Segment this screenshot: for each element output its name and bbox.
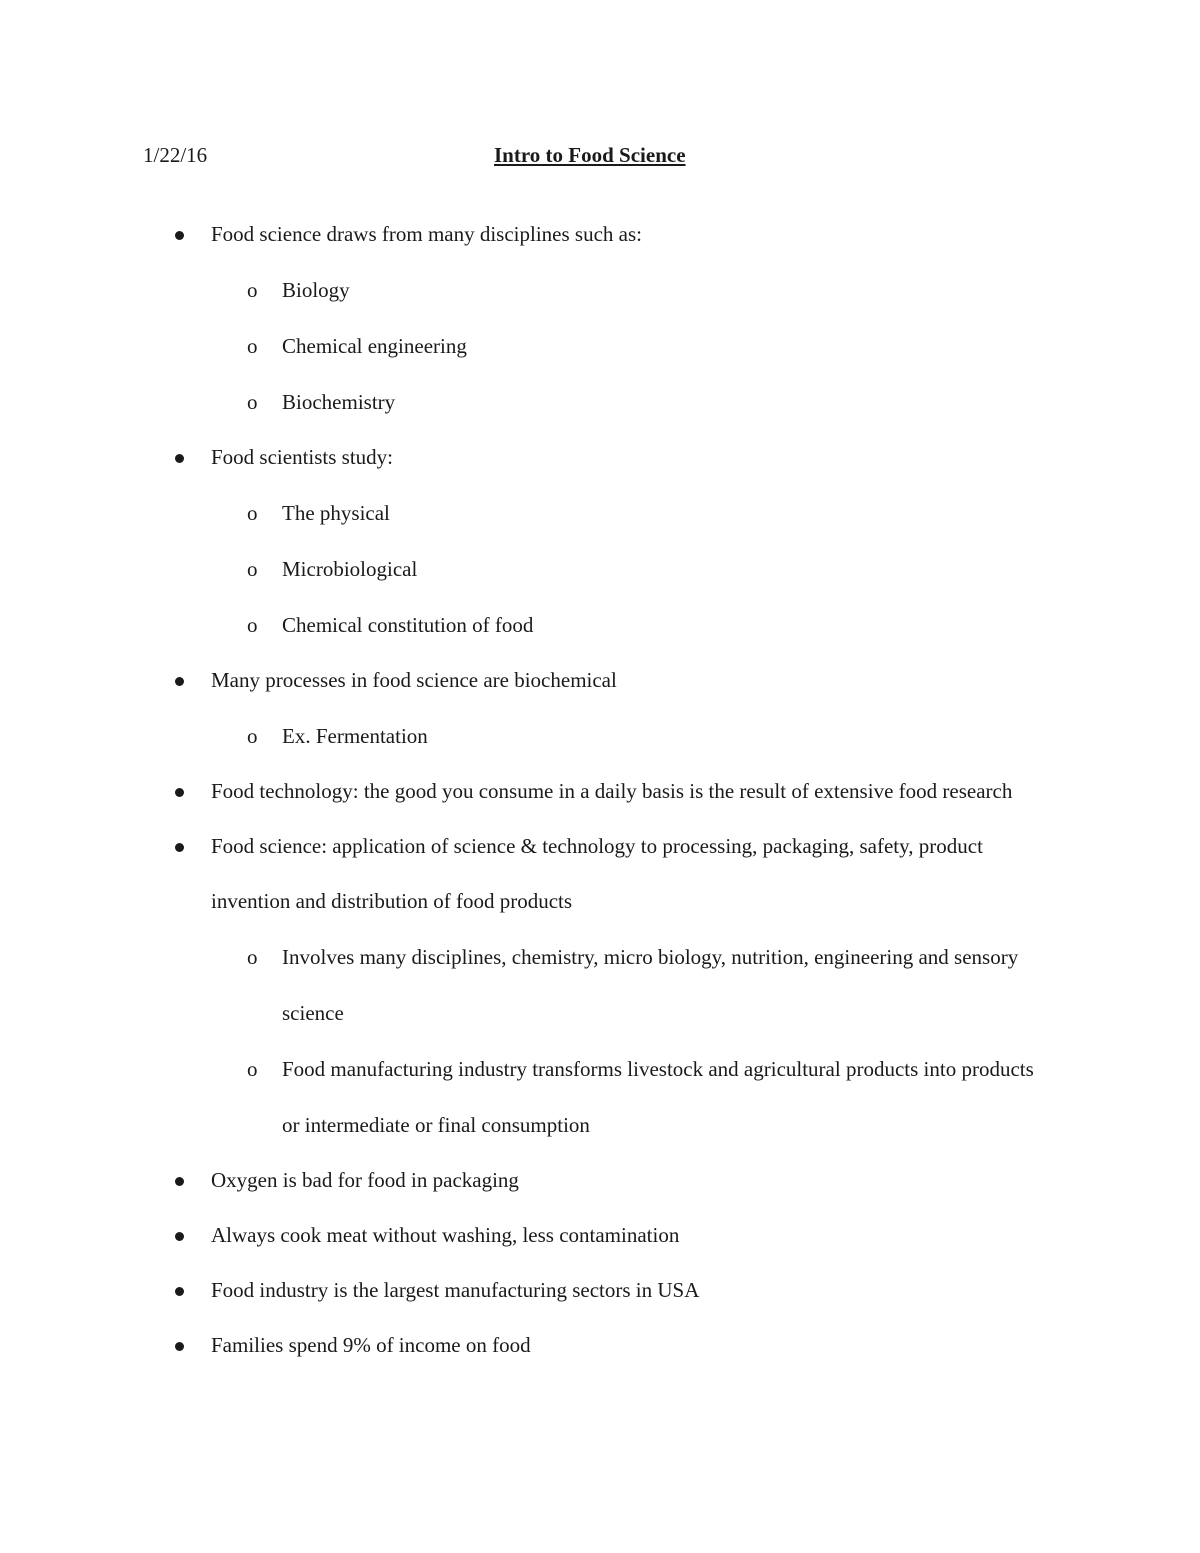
bullet-text: Food science: application of science & technology to processing, packaging, safety, product invention and distribution of food products xyxy=(211,834,983,913)
bullet-text: Many processes in food science are biochemical xyxy=(211,668,617,692)
sub-list-item xyxy=(211,708,1042,764)
sub-list-item xyxy=(211,374,1042,430)
page-title: Intro to Food Science xyxy=(494,143,686,167)
sub-bullet-text: o Microbiological xyxy=(282,557,418,581)
list-item xyxy=(0,1318,1041,1373)
sub-list-item xyxy=(211,929,1042,1041)
bullet-text: Families spend 9% of income on food xyxy=(211,1333,531,1357)
sub-bullet-text: o Involves many disciplines, chemistry, micro biology, nutrition, engineering and sensory science xyxy=(282,945,1019,1025)
sub-list xyxy=(211,262,1041,430)
list-item xyxy=(0,207,1041,430)
sub-list-item xyxy=(211,485,1042,541)
sub-bullet-text: o Food manufacturing industry transforms livestock and agricultural products into products or intermediate or final consumption xyxy=(282,1057,1034,1137)
sub-bullet-text: o Chemical engineering xyxy=(282,334,467,358)
sub-list xyxy=(211,708,1041,764)
list-item xyxy=(0,1263,1041,1318)
notes-content xyxy=(0,207,1200,1373)
bullet-text: Food industry is the largest manufacturing sectors in USA xyxy=(211,1278,700,1302)
list-item xyxy=(0,1153,1041,1208)
sub-list xyxy=(211,929,1041,1153)
sub-bullet-text: o Chemical constitution of food xyxy=(282,613,534,637)
list-item xyxy=(0,819,1041,1153)
sub-list xyxy=(211,485,1041,653)
bullet-text: Food scientists study: xyxy=(211,445,394,469)
bullet-text: Always cook meat without washing, less contamination xyxy=(211,1223,680,1247)
list-item xyxy=(0,653,1041,764)
note-date: 1/22/16 xyxy=(143,143,208,167)
sub-bullet-text: o Biology xyxy=(282,278,350,302)
sub-list-item xyxy=(211,597,1042,653)
sub-bullet-text: o Biochemistry xyxy=(282,390,396,414)
list-item xyxy=(0,430,1041,653)
sub-bullet-text: o The physical xyxy=(282,501,390,525)
bullet-text: Food science draws from many disciplines such as: xyxy=(211,222,642,246)
list-item xyxy=(0,764,1041,819)
sub-list-item xyxy=(211,262,1042,318)
bullet-text: Oxygen is bad for food in packaging xyxy=(211,1168,519,1192)
list-item xyxy=(0,1208,1041,1263)
sub-list-item xyxy=(211,318,1042,374)
bullet-text: Food technology: the good you consume in a daily basis is the result of extensive food research xyxy=(211,779,1013,803)
sub-list-item xyxy=(211,541,1042,597)
sub-bullet-text: o Ex. Fermentation xyxy=(282,724,428,748)
bullet-list xyxy=(0,207,1200,1373)
page-header xyxy=(143,143,1063,173)
sub-list-item xyxy=(211,1041,1042,1153)
